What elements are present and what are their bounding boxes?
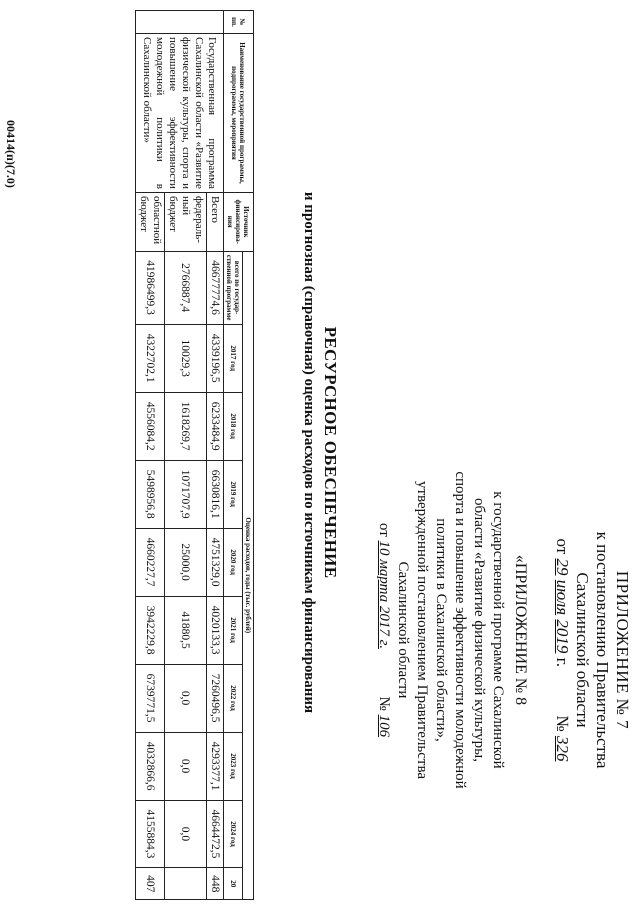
- financing-table: [135, 10, 254, 900]
- subheader-line-6: Сахалинской области: [395, 561, 411, 699]
- value-cell: 0,0: [165, 732, 207, 800]
- subheader-line-5: утвержденной постановлением Правительства: [414, 480, 430, 780]
- value-cell: 4664472,5: [207, 800, 224, 868]
- row-number: [136, 11, 224, 34]
- date-year: 2019: [553, 619, 572, 654]
- table-header-row: [243, 11, 254, 900]
- number-prefix: №: [553, 715, 572, 732]
- value-cell: 41986499,3: [136, 251, 165, 324]
- value-cell: 6739771,5: [136, 664, 165, 732]
- resolution-line-1: к постановлению Правительства: [593, 531, 612, 769]
- value-cell: 4155884,3: [136, 800, 165, 868]
- value-cell: 4751329,0: [207, 528, 224, 596]
- subheader-appendix-title: «ПРИЛОЖЕНИЕ № 8: [512, 554, 529, 706]
- subheader-line-4: политики в Сахалинской области»,: [433, 518, 449, 742]
- col-header-year: 2024 год: [224, 800, 243, 868]
- value-cell: 0,0: [165, 800, 207, 868]
- subheader-date-line: [374, 360, 393, 900]
- col-header-group: Оценка расходов, годы (тыс. рублей): [243, 251, 254, 899]
- page-title: РЕСУРСНОЕ ОБЕСПЕЧЕНИЕ: [321, 326, 340, 579]
- value-cell: 407: [136, 868, 165, 900]
- value-cell: 4556084,2: [136, 392, 165, 460]
- col-header-year: 2021 год: [224, 596, 243, 664]
- value-cell: 4339196,5: [207, 324, 224, 392]
- col-header-total: всего по государ-ственной программе: [224, 251, 243, 324]
- value-cell: 4293377,1: [207, 732, 224, 800]
- table-row: [207, 11, 224, 900]
- value-cell: 0,0: [165, 664, 207, 732]
- value-cell: 1618269,7: [165, 392, 207, 460]
- col-header-year: 2020 год: [224, 528, 243, 596]
- source-cell: Всего: [207, 192, 224, 251]
- value-cell: 3942229,8: [136, 596, 165, 664]
- col-header-no: № пп.: [224, 11, 254, 34]
- resolution-line-2: Сахалинской области: [573, 572, 592, 728]
- value-cell: 4020133,3: [207, 596, 224, 664]
- value-cell: 7260496,5: [207, 664, 224, 732]
- date-day: 29: [553, 558, 572, 576]
- value-cell: 25000,0: [165, 528, 207, 596]
- value-cell: 6630816,1: [207, 460, 224, 528]
- value-cell: 5498956,8: [136, 460, 165, 528]
- subheader-line-1: к государственной программе Сахалинской: [490, 491, 506, 769]
- col-header-year: 2023 год: [224, 732, 243, 800]
- value-cell: 10029,3: [165, 324, 207, 392]
- value-cell: 448: [207, 868, 224, 900]
- date-prefix: от: [553, 538, 572, 555]
- number-value: 326: [553, 735, 572, 762]
- col-header-name: Наименование государственной программы, подпрограммы, мероприятия: [224, 34, 254, 193]
- date-suffix: г.: [553, 657, 572, 667]
- subheader-date-value: 10 марта 2017 г.: [376, 540, 392, 650]
- date-month: июля: [553, 579, 572, 616]
- source-cell: областной бюджет: [136, 192, 165, 251]
- resolution-header: [552, 420, 632, 880]
- value-cell: 4032866,6: [136, 732, 165, 800]
- appendix-title: ПРИЛОЖЕНИЕ № 7: [613, 570, 632, 730]
- value-cell: 41880,5: [165, 596, 207, 664]
- subheader-line-2: области «Развитие физической культуры,: [471, 497, 487, 762]
- value-cell: 4660227,7: [136, 528, 165, 596]
- program-reference-header: [374, 360, 530, 900]
- value-cell: 46677774,6: [207, 251, 224, 324]
- page-subtitle: и прогнозная (справочная) оценка расходов по источникам финансирования: [301, 191, 317, 714]
- subheader-number-prefix: №: [376, 696, 392, 711]
- col-header-year: 2018 год: [224, 392, 243, 460]
- subheader-line-3: спорта и повышение эффективности молодежной: [452, 471, 468, 789]
- value-cell: 6233484,9: [207, 392, 224, 460]
- subheader-number-value: 106: [376, 714, 392, 738]
- col-header-source: Источник финансирова-ния: [224, 192, 254, 251]
- col-header-year: 20: [224, 868, 243, 900]
- value-cell: [165, 868, 207, 900]
- subheader-date-prefix: от: [376, 522, 392, 537]
- value-cell: 4322702,1: [136, 324, 165, 392]
- col-header-year: 2017 год: [224, 324, 243, 392]
- source-cell: федераль-ный бюджет: [165, 192, 207, 251]
- program-name: Государственная программа Сахалинской области «Развитие физической культуры, спорта и повышение эффективности молодежной политики в Сахалинской области»: [136, 34, 224, 193]
- resolution-date-line: [552, 420, 572, 880]
- col-header-year: 2019 год: [224, 460, 243, 528]
- form-code: 00414(п)(7.0): [4, 120, 18, 188]
- col-header-year: 2022 год: [224, 664, 243, 732]
- value-cell: 2766887,4: [165, 251, 207, 324]
- value-cell: 1071707,9: [165, 460, 207, 528]
